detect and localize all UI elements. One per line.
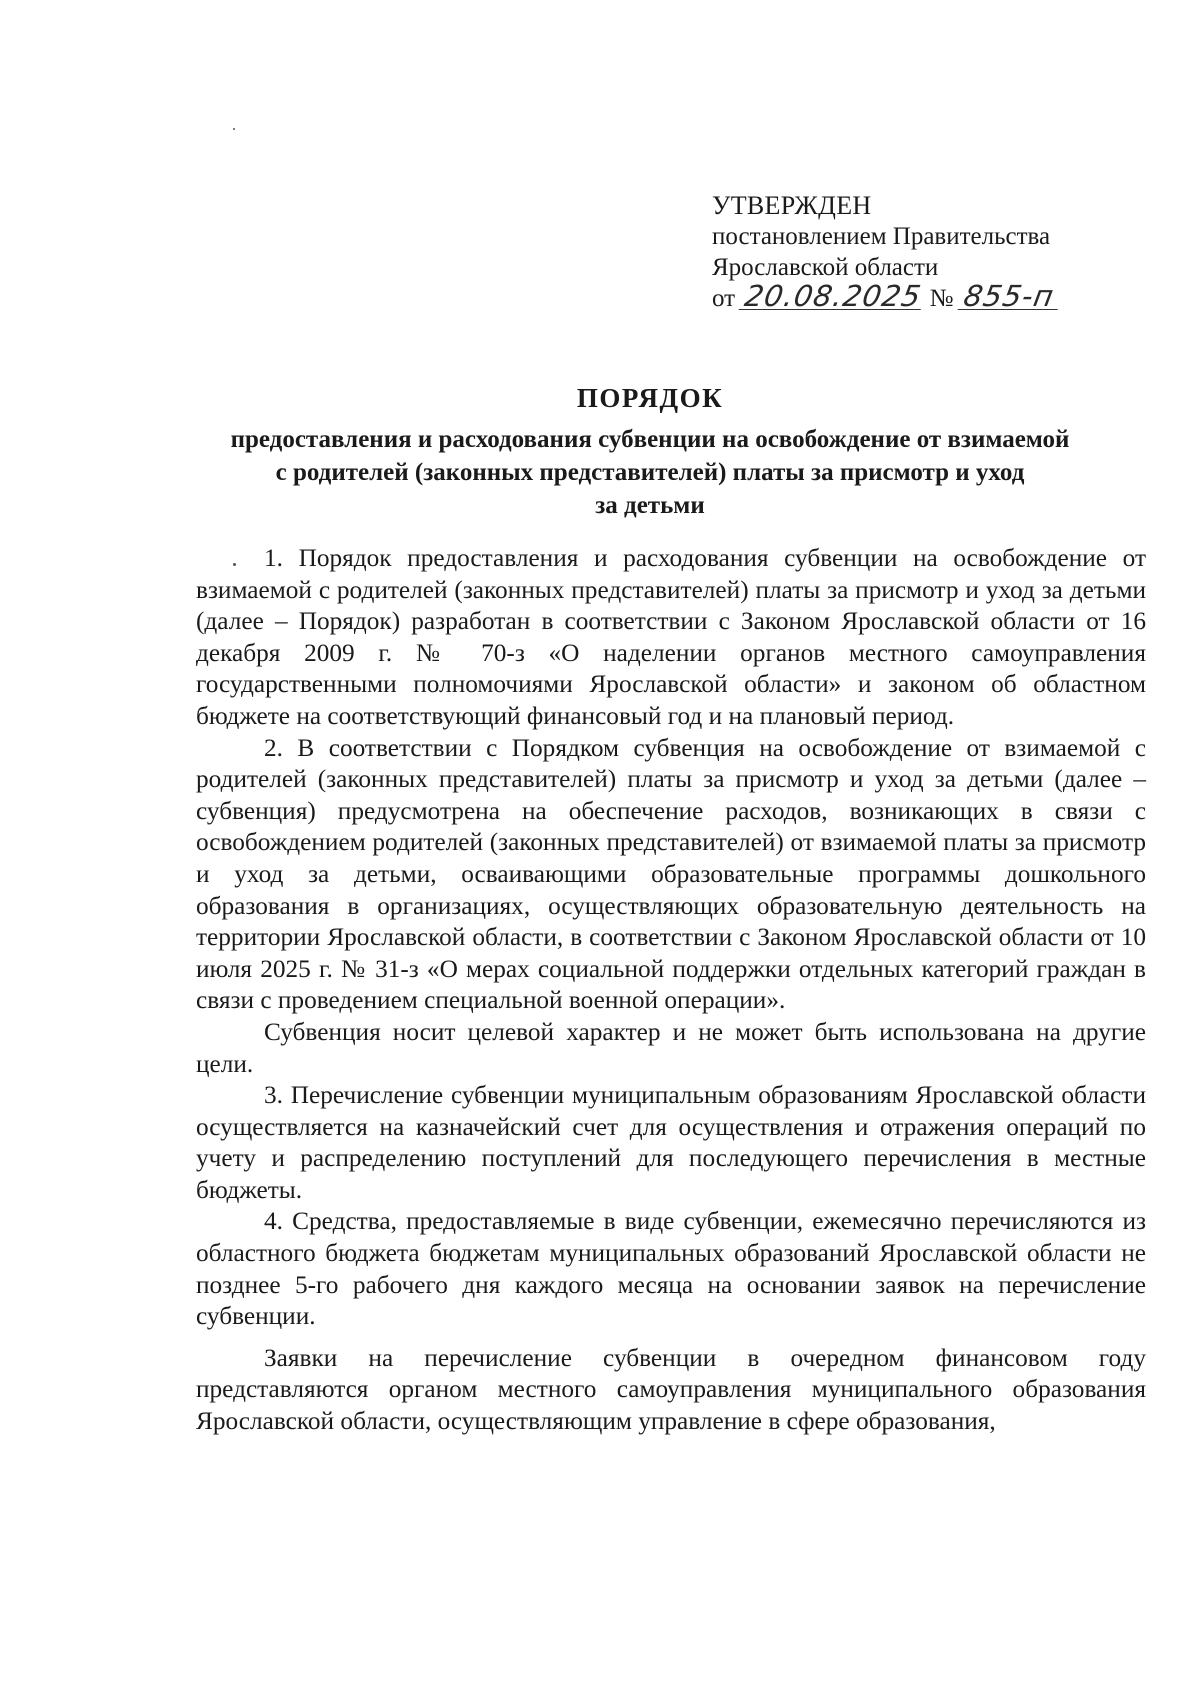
paragraph-4-continued: Заявки на перечисление субвенции в очередном финансовом году представляются органом местного самоуправления муниципального образования Ярославской области, осуществляющим управление в сфере образования, (196, 1343, 1146, 1436)
paragraph-3: 3. Перечисление субвенции муниципальным образованиям Ярославской области осуществляется на казначейский счет для осуществления и отражения операций по учету и распределению поступлений для последующего перечисления в местные бюджеты. (196, 1081, 1146, 1204)
title-subtitle-line-1: предоставления и расходования субвенции на освобождение от взимаемой (230, 426, 1070, 453)
approval-line-1: постановлением Правительства (712, 223, 1051, 250)
title-main: ПОРЯДОК (576, 383, 724, 413)
title-subtitle-line-2: с родителей (законных представителей) платы за присмотр и уход (275, 459, 1025, 486)
approval-line-2: Ярославской области (712, 254, 939, 281)
document-title (150, 382, 1150, 522)
document-body (196, 543, 1146, 1438)
paragraph-1: 1. Порядок предоставления и расходования субвенции на освобождение от взимаемой с родителей (законных представителей) платы за присмотр и уход за детьми (далее – Порядок) разработан в соответствии с Законом Ярославской области от 16 декабря 2009 г. № 70-з «О наделении органов местного самоуправления государственными полномочиями Ярославской области» и законом об областном бюджете на соответствующий финансовый год и на плановый период. (196, 544, 1146, 730)
paragraph-2: 2. В соответствии с Порядком субвенция на освобождение от взимаемой с родителей (законных представителей) платы за присмотр и уход за детьми (далее – субвенция) предусмотрена на обеспечение расходов, возникающих в связи с освобождением родителей (законных представителей) от взимаемой платы за присмотр и уход за детьми, осваивающими образовательные программы дошкольного образования в организациях, осуществляющих образовательную деятельность на территории Ярославской области, в соответствии с Законом Ярославской области от 10 июля 2025 г. № 31-з «О мерах социальной поддержки отдельных категорий граждан в связи с проведением специальной военной операции». (196, 733, 1146, 1015)
approval-date-line (712, 279, 1152, 314)
handwritten-number: 855-п (957, 283, 1062, 310)
approval-heading: УТВЕРЖДЕН (712, 191, 872, 220)
paragraph-2-note: Субвенция носит целевой характер и не может быть использована на другие цели. (196, 1017, 1146, 1078)
handwritten-date: 20.08.2025 (739, 283, 926, 310)
date-prefix: от (712, 285, 736, 312)
title-subtitle-line-3: за детьми (595, 492, 705, 519)
paragraph-4: 4. Средства, предоставляемые в виде субвенции, ежемесячно перечисляются из областного бюджета бюджетам муниципальных образований Ярославской области не позднее 5-го рабочего дня каждого месяца на основании заявок на перечисление субвенции. (196, 1207, 1146, 1331)
number-sign: № (929, 285, 954, 312)
approval-block (712, 190, 1152, 314)
scan-speck (233, 128, 235, 130)
